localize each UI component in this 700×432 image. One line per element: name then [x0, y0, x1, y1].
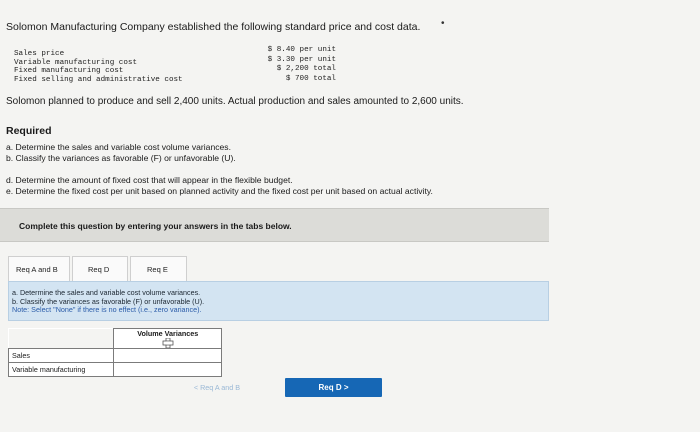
- required-heading: Required: [6, 125, 52, 137]
- cost-value: $ 3.30 per unit: [267, 55, 336, 64]
- task-list-ab: [6, 142, 236, 163]
- tab-req-e[interactable]: Req E: [130, 256, 187, 281]
- cost-label: Fixed manufacturing cost: [14, 67, 124, 75]
- task-list-de: [6, 175, 433, 196]
- table-row: [9, 349, 222, 363]
- header-blank-cell: [9, 329, 114, 349]
- tab-req-d[interactable]: Req D: [72, 256, 128, 281]
- task-e: e. Determine the fixed cost per unit based on planned activity and the fixed cost per unit based on actual activity.: [6, 185, 433, 196]
- instruction-text: Complete this question by entering your answers in the tabs below.: [19, 221, 292, 231]
- task-a: a. Determine the sales and variable cost volume variances.: [6, 142, 231, 152]
- cost-value: $ 8.40 per unit: [267, 46, 336, 54]
- prev-tab-button[interactable]: < Req A and B: [193, 383, 241, 392]
- row-label-variable-manufacturing: Variable manufacturing: [9, 363, 114, 377]
- cost-label: Fixed selling and administrative cost: [14, 75, 183, 84]
- tab-req-a-and-b[interactable]: Req A and B: [8, 256, 70, 281]
- table-row: [9, 363, 222, 377]
- task-d: d. Determine the amount of fixed cost that will appear in the flexible budget.: [6, 175, 293, 185]
- input-sales-variance[interactable]: [114, 349, 222, 363]
- cost-label: Variable manufacturing cost: [14, 58, 138, 67]
- table-header-label: Volume Variances: [137, 329, 199, 338]
- panel-line-a: a. Determine the sales and variable cost volume variances.: [12, 288, 201, 297]
- cost-label: Sales price: [14, 50, 65, 58]
- table-header-cell: [114, 329, 222, 349]
- table-header-row: [9, 329, 222, 349]
- cost-values: [252, 46, 336, 84]
- bullet-dot: •: [441, 18, 445, 29]
- intro-text: Solomon Manufacturing Company established the following standard price and cost data.: [6, 21, 421, 33]
- row-label-sales: Sales: [9, 349, 114, 363]
- panel-note: Note: Select "None" if there is no effect (i.e., zero variance).: [12, 305, 202, 315]
- variance-table: [8, 328, 222, 377]
- input-variable-mfg-variance[interactable]: [114, 363, 222, 377]
- cost-labels: [14, 50, 183, 84]
- cost-value: $ 2,200 total: [276, 65, 336, 73]
- panel-text: [12, 289, 204, 315]
- next-tab-button[interactable]: Req D >: [285, 378, 382, 397]
- task-b: b. Classify the variances as favorable (F) or unfavorable (U).: [6, 152, 236, 163]
- cost-value: $ 700 total: [285, 74, 336, 83]
- plus-move-icon[interactable]: [161, 338, 175, 348]
- panel-line-b: b. Classify the variances as favorable (F) or unfavorable (U).: [12, 296, 205, 306]
- plan-text: Solomon planned to produce and sell 2,400 units. Actual production and sales amounted to 2,600 units.: [6, 96, 464, 107]
